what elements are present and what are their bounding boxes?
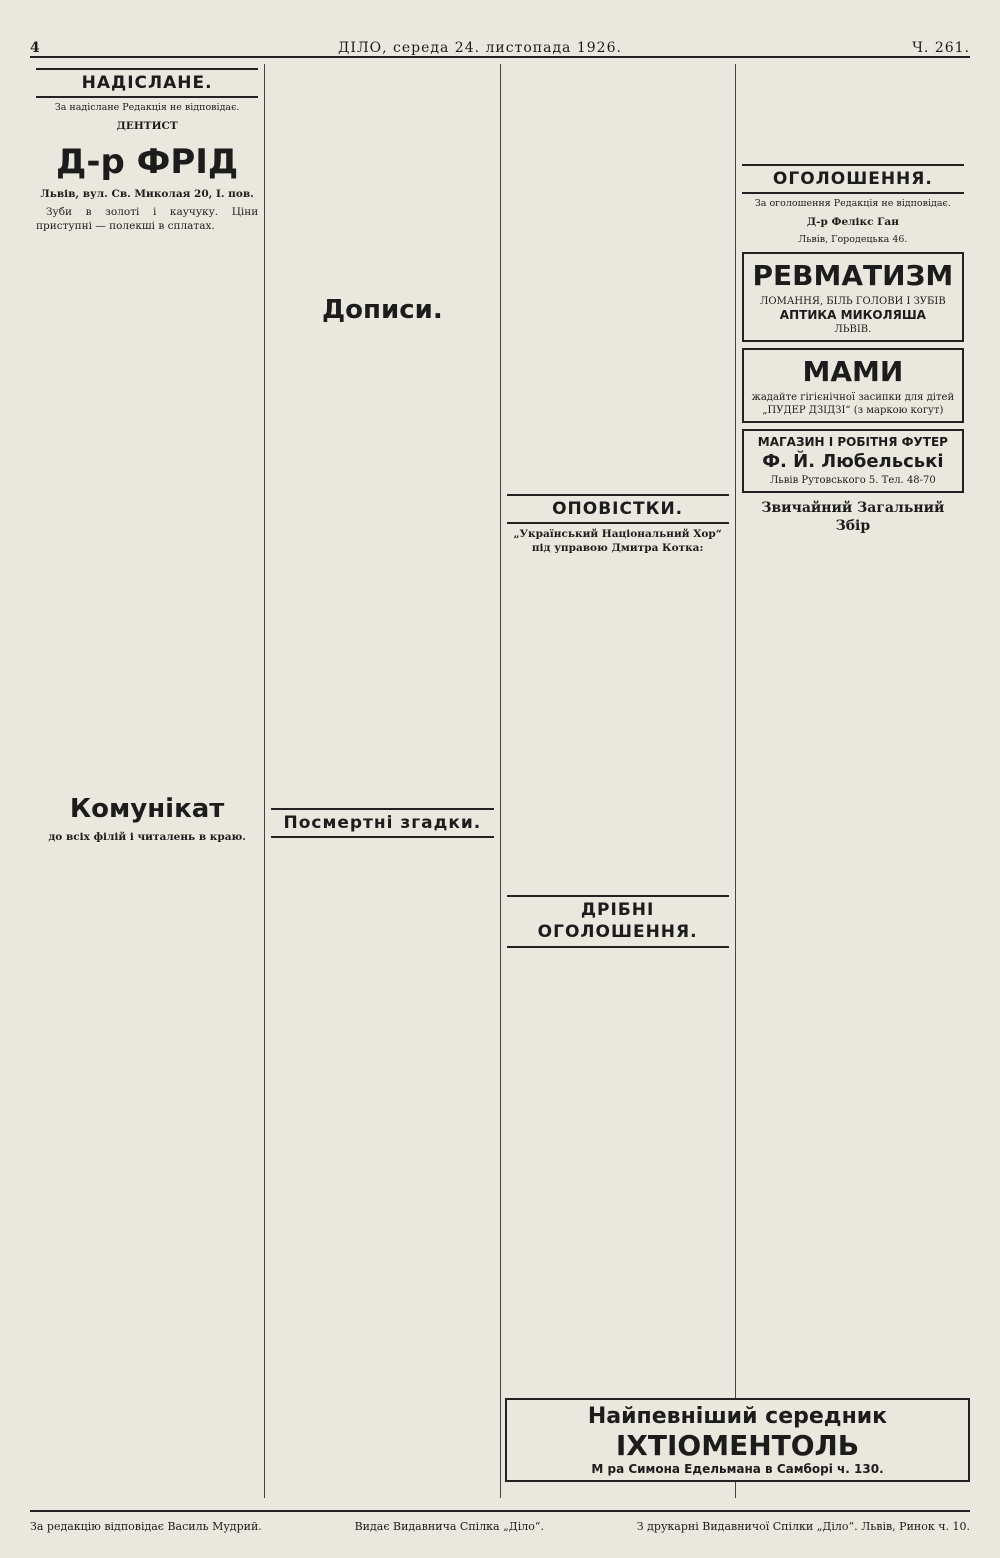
choir-title: „Український Національний Хор“ під управою Дмитра Котка: (513, 528, 722, 554)
komunikat-heading: Комунікат (69, 794, 225, 825)
footer-editor: За редакцію відповідає Василь Мудрий. (30, 1519, 262, 1533)
dopysy-heading: Дописи. (322, 295, 443, 325)
footer (30, 1510, 970, 1540)
opovistky-heading: ОПОВІСТКИ. (507, 494, 729, 524)
rheum-pharmacy: АПТИКА МИКОЛЯША (779, 307, 926, 322)
ads-heading: ОГОЛОШЕННЯ. (742, 164, 964, 194)
ads-note: За оголошення Редакція не відповідає. (754, 198, 951, 210)
furs-address: Львів Рутовського 5. Тел. 48-70 (769, 474, 936, 486)
column-4 (736, 64, 970, 1498)
rheum-city: ЛЬВІВ. (834, 324, 872, 336)
rheum-sub: ЛОМАННЯ, БІЛЬ ГОЛОВИ І ЗУБІВ (760, 295, 946, 307)
doctor-address: Львів, Городецька 46. (798, 234, 908, 246)
mamy-text: жадайте гігієнічної засипки для дітей „ПУДЕР ДЗІДЗІ“ (з маркою когут) (751, 391, 955, 416)
rubric-nadislane: НАДІСЛАНЕ. (36, 68, 258, 98)
ad-headline: Найпевніший середник (587, 1404, 888, 1429)
dentist-text: Зуби в золоті і каучуку. Ціни приступні — полекші в сплатах. (36, 205, 259, 232)
obit-heading: Посмертні згадки. (271, 808, 493, 838)
masthead-title: ДІЛО, середа 24. листопада 1926. (338, 40, 622, 56)
column-1 (30, 64, 265, 1498)
column-3 (501, 64, 736, 1498)
furs-heading: МАГАЗИН І РОБІТНЯ ФУТЕР (757, 434, 948, 449)
furs-name: Ф. Й. Любельські (762, 451, 944, 473)
ad-product: ІХТІОМЕНТОЛЬ (615, 1429, 860, 1462)
furs-ad (742, 429, 964, 493)
rubric-note: За надіслане Редакція не відповідає. (54, 102, 240, 114)
komunikat-sub: до всіх філій і читалень в краю. (48, 830, 246, 843)
rheumatism-ad (742, 252, 964, 342)
issue-number: Ч. 261. (912, 40, 970, 56)
mamy-ad (742, 348, 964, 422)
columns (30, 64, 970, 1498)
dentist-name: Д-р ФРІД (56, 142, 239, 183)
ad-seller: М ра Симона Едельмана в Самборі ч. 130. (591, 1462, 884, 1476)
page-number: 4 (30, 40, 41, 56)
rheum-heading: РЕВМАТИЗМ (752, 259, 954, 293)
mamy-heading: МАМИ (802, 355, 904, 389)
small-ads-heading: ДРІБНІ ОГОЛОШЕННЯ. (507, 895, 729, 947)
ichthyomentol-ad (505, 1398, 970, 1482)
masthead (30, 28, 970, 58)
column-2 (265, 64, 500, 1498)
doctor-name: Д-р Фелікс Ган (806, 216, 899, 229)
meeting-heading: Звичайний Загальний Збір (761, 499, 945, 534)
footer-printer: З друкарні Видавничої Спілки „Діло“. Львів, Ринок ч. 10. (636, 1519, 970, 1533)
dentist-address: Львів, вул. Св. Миколая 20, І. пов. (40, 188, 254, 201)
dentist-label: ДЕНТИСТ (116, 120, 178, 133)
footer-publisher: Видає Видавнича Спілка „Діло“. (354, 1519, 544, 1533)
